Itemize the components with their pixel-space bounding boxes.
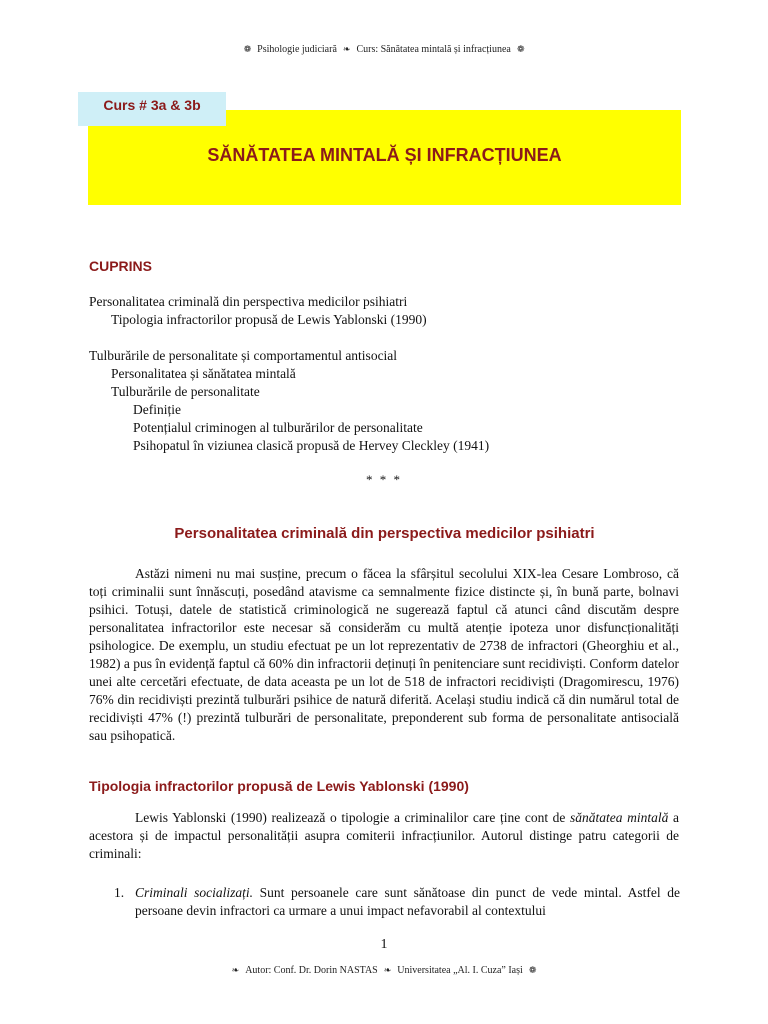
ornament-icon: ❁ [516,45,525,55]
subsection-heading: Tipologia infractorilor propusă de Lewis Yablonski (1990) [89,778,469,794]
ornament-icon: ❧ [342,45,351,55]
list-item-term: Criminali socializați. [135,885,254,900]
toc-item: Tulburările de personalitate [111,384,260,399]
toc-item: Psihopatul în viziunea clasică propusă de Hervey Cleckley (1941) [133,438,490,453]
header-course-label: Curs: Sănătatea mintală și infracțiunea [356,44,511,55]
list-item [114,884,680,920]
ornament-icon: ❧ [231,966,240,976]
ornament-icon: ❧ [383,966,392,976]
section-separator: * * * [366,472,402,487]
toc-item: Tipologia infractorilor propusă de Lewis Yablonski (1990) [111,312,427,327]
toc-item: Personalitatea criminală din perspectiva medicilor psihiatri [89,294,408,309]
paragraph-text: Lewis Yablonski (1990) realizează o tipologie a criminalilor care ține cont de [135,810,571,825]
list-item-text: Sunt persoanele care sunt sănătoase din punct de vede mintal. Astfel de persoane devin infractori ca urmare a unui impact nefavorabil al contextului [135,885,680,918]
paragraph-text: a acestora și de impactul personalității asupra comiterii infracțiunilor. Autorul distinge patru categorii de criminali: [89,810,680,861]
header-course-area: Psihologie judiciară [257,44,337,55]
footer-author: Autor: Conf. Dr. Dorin NASTAS [245,965,378,976]
running-header [0,44,768,55]
body-paragraph [89,809,679,863]
running-footer [0,965,768,976]
course-tag: Curs # 3a & 3b [78,92,226,126]
footer-university: Universitatea „Al. I. Cuza” Iași [397,965,523,976]
page-number: 1 [380,937,388,952]
emphasis-text: sănătatea mintală [570,810,669,825]
ornament-icon: ❁ [528,966,537,976]
section-heading: Personalitatea criminală din perspectiva medicilor psihiatri [174,525,595,542]
page-title: SĂNĂTATEA MINTALĂ ȘI INFRACȚIUNEA [207,145,562,165]
toc-item: Definiție [133,402,181,417]
toc-title: CUPRINS [89,258,153,274]
toc-item: Tulburările de personalitate și comportamentul antisocial [89,348,398,363]
ornament-icon: ❁ [243,45,252,55]
toc-item: Personalitatea și sănătatea mintală [111,366,296,381]
toc-item: Potențialul criminogen al tulburărilor de personalitate [133,420,423,435]
body-paragraph: Astăzi nimeni nu mai susține, precum o făcea la sfârșitul secolului XIX-lea Cesare Lombroso, că toți criminalii sunt înnăscuți, posedând atavisme ca semnalmente fizice distincte și, în bună parte, bolnavi psihici. Totuși, datele de statistică criminologică ne sugerează faptul că atunci când discutăm despre personalitatea infractorilor este necesar să considerăm cu multă atenție ipoteza unor disfuncționalități psihologice. De exemplu, un studiu efectuat pe un lot reprezentativ de 2738 de infractori (Gheorghiu et al., 1982) a pus în evidență faptul că 60% din infractorii deținuți în penitenciare sunt recidiviști. Conform datelor unei alte cercetări efectuate, de data aceasta pe un lot de 518 de infractori recidiviști (Dragomirescu, 1976) 76% din recidiviști prezintă tulburări psihice de natură diferită. Același studiu indică că din numărul total de recidiviști 47% (!) prezintă tulburări de personalitate, preponderent sub forma de personalitate antisocială sau psihopatică. [89,566,679,743]
list-item-number: 1. [114,885,125,900]
table-of-contents [89,293,689,455]
